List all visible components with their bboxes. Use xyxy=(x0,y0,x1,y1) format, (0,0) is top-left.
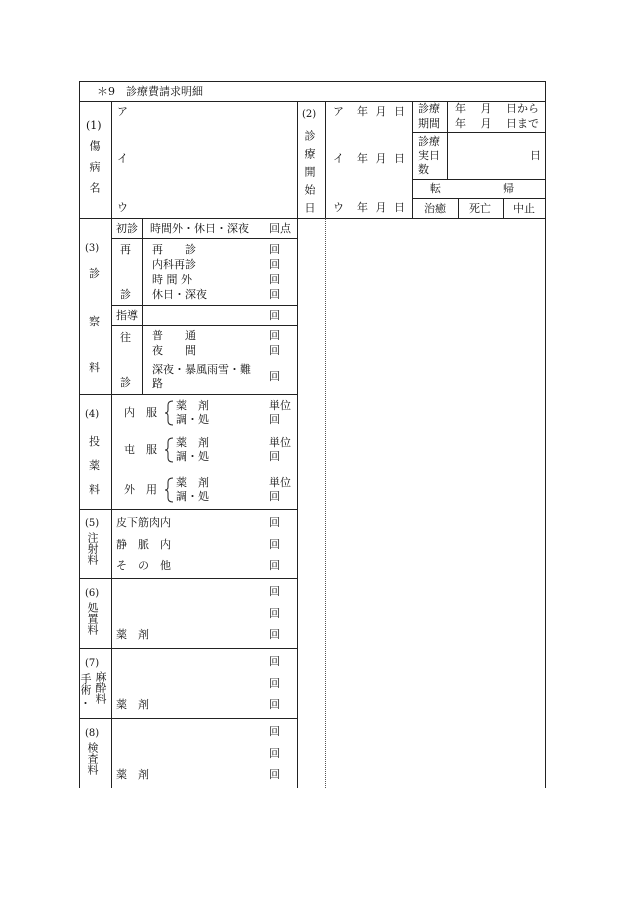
sec2-right-divider xyxy=(412,101,413,218)
saishin-item-1-unit: 回 xyxy=(269,243,280,256)
right-dotted-divider xyxy=(325,218,326,788)
gaiyou-prep-unit: 回 xyxy=(269,490,280,503)
sec7-unit-2: 回 xyxy=(269,677,280,690)
oushin-top-char: 往 xyxy=(120,331,131,344)
outcome-title-bottom-line xyxy=(412,198,545,199)
sec5-item-1-unit: 回 xyxy=(269,516,280,529)
sec6-number: (6) xyxy=(85,588,100,599)
outcome-option-stop: 中止 xyxy=(513,202,535,215)
sec5-item-3-unit: 回 xyxy=(269,559,280,572)
shoshin-text: 時間外・休日・深夜 xyxy=(150,222,249,235)
period-from: 年 月 日から xyxy=(455,102,539,115)
tonpuku-prep: 調・処 xyxy=(176,450,209,463)
sec1-number: (1) xyxy=(86,119,102,132)
sec7-number: (7) xyxy=(85,658,100,669)
saishin-item-3: 時 間 外 xyxy=(152,273,192,286)
sec7-label-b: 麻酔料 xyxy=(94,671,107,704)
saishin-item-4-unit: 回 xyxy=(269,288,280,301)
sec1-item-a: ア xyxy=(117,105,128,118)
naifuku-prep: 調・処 xyxy=(176,413,209,426)
naifuku-drug: 薬 剤 xyxy=(176,399,209,412)
sec4-label-char-2: 薬 xyxy=(89,459,100,472)
sec8-unit-1: 回 xyxy=(269,725,280,738)
sec7-drug: 薬 剤 xyxy=(116,698,149,711)
saishin-item-3-unit: 回 xyxy=(269,273,280,286)
shido-unit: 回 xyxy=(269,309,280,322)
sec4-bottom-line xyxy=(79,509,297,510)
sec2-row-a-date: 年 月 日 xyxy=(357,105,405,118)
sec3-label-char-3: 料 xyxy=(89,361,100,374)
gaiyou-brace-icon xyxy=(164,477,174,503)
saishin-item-4: 休日・深夜 xyxy=(152,288,207,301)
sec6-unit-1: 回 xyxy=(269,585,280,598)
sec6-label: 処置料 xyxy=(86,602,99,635)
sec1-item-u: ウ xyxy=(117,201,128,214)
oushin-item-2-unit: 回 xyxy=(269,344,280,357)
sec5-item-2-unit: 回 xyxy=(269,538,280,551)
sec3-bottom-line xyxy=(79,394,297,395)
sec2-number: (2) xyxy=(302,109,317,120)
sec8-drug: 薬 剤 xyxy=(116,768,149,781)
sec8-number: (8) xyxy=(85,728,100,739)
naifuku-prep-unit: 回 xyxy=(269,413,280,426)
sec2-row-i-mark: イ xyxy=(333,152,344,165)
sec3-label-char-1: 診 xyxy=(89,267,100,280)
outcome-title-b: 帰 xyxy=(503,182,514,195)
tonpuku-drug-unit: 単位 xyxy=(269,436,291,449)
frame-right-line xyxy=(545,81,546,788)
sec2-row-u-date: 年 月 日 xyxy=(357,201,405,214)
tonpuku-name: 屯 服 xyxy=(124,443,157,456)
tonpuku-prep-unit: 回 xyxy=(269,450,280,463)
sec1-right-divider xyxy=(297,101,298,218)
saishin-top-char: 再 xyxy=(120,243,131,256)
sec3-label-char-2: 察 xyxy=(89,315,100,328)
gaiyou-drug-unit: 単位 xyxy=(269,476,291,489)
oushin-item-1: 普 通 xyxy=(152,329,196,342)
naifuku-name: 内 服 xyxy=(124,406,157,419)
sec5-number: (5) xyxy=(85,518,100,529)
oushin-bottom-char: 診 xyxy=(120,376,131,389)
sec8-unit-2: 回 xyxy=(269,747,280,760)
saishin-item-2: 内科再診 xyxy=(152,258,196,271)
gaiyou-drug: 薬 剤 xyxy=(176,476,209,489)
actual-label-3: 数 xyxy=(418,163,429,176)
lower-label-divider xyxy=(111,218,112,788)
sec7-label-a: 手術 xyxy=(79,673,92,695)
sec6-bottom-line xyxy=(79,648,297,649)
actual-unit: 日 xyxy=(530,149,541,162)
sec4-label-char-3: 料 xyxy=(89,483,100,496)
period-label-divider xyxy=(447,101,448,179)
period-label-2: 期間 xyxy=(418,117,440,130)
sec5-label: 注射料 xyxy=(86,532,99,565)
period-label-1: 診療 xyxy=(418,102,440,115)
actual-bottom-line xyxy=(412,179,545,180)
sec2-row-a-mark: ア xyxy=(333,105,344,118)
sec4-label-char-1: 投 xyxy=(89,435,100,448)
period-bottom-line xyxy=(412,132,545,133)
sec1-left-divider xyxy=(111,101,112,218)
sec1-label: 傷病名 xyxy=(88,140,101,203)
sec4-number: (4) xyxy=(85,409,100,420)
sec7-unit-1: 回 xyxy=(269,655,280,668)
oushin-item-2: 夜 間 xyxy=(152,344,196,357)
outcome-option-death: 死亡 xyxy=(469,202,491,215)
sec3-saishin-bottom xyxy=(111,305,297,306)
period-to: 年 月 日まで xyxy=(455,117,539,130)
oushin-special-line1: 深夜・暴風雨雪・難 xyxy=(152,363,251,376)
sec3-number: (3) xyxy=(85,243,100,254)
sec7-bottom-line xyxy=(79,718,297,719)
saishin-item-2-unit: 回 xyxy=(269,258,280,271)
actual-label-2: 実日 xyxy=(418,149,440,162)
frame-top-line xyxy=(79,81,545,82)
sec7-unit-3: 回 xyxy=(269,698,280,711)
page-title: ＊9 診療費請求明細 xyxy=(97,85,203,98)
shoshin-label: 初診 xyxy=(116,222,138,235)
sec2-row-u-mark: ウ xyxy=(333,201,344,214)
outcome-title-a: 転 xyxy=(430,182,441,195)
shoshin-unit: 回点 xyxy=(269,222,291,235)
saishin-bottom-char: 診 xyxy=(120,288,131,301)
outcome-option-cure: 治癒 xyxy=(424,202,446,215)
saishin-item-1: 再 診 xyxy=(152,243,196,256)
sec2-label: 診療開始日 xyxy=(303,130,316,220)
tonpuku-brace-icon xyxy=(164,437,174,463)
lower-left-right-border xyxy=(297,218,298,788)
sec2-row-i-date: 年 月 日 xyxy=(357,152,405,165)
oushin-special-line2: 路 xyxy=(152,377,163,390)
sec2-left-divider xyxy=(325,101,326,218)
sec1-item-i: イ xyxy=(117,152,128,165)
sec5-item-3: そ の 他 xyxy=(116,559,171,572)
oushin-item-1-unit: 回 xyxy=(269,329,280,342)
outcome-divider-1 xyxy=(458,198,459,218)
oushin-special-unit: 回 xyxy=(269,370,280,383)
naifuku-drug-unit: 単位 xyxy=(269,399,291,412)
sec6-unit-3: 回 xyxy=(269,628,280,641)
sec3-shido-bottom xyxy=(111,325,297,326)
sec6-drug: 薬 剤 xyxy=(116,628,149,641)
sec8-unit-3: 回 xyxy=(269,768,280,781)
sec5-item-2: 静 脈 内 xyxy=(116,538,171,551)
sec7-label-dot: ・ xyxy=(80,697,91,710)
sec8-label: 検査料 xyxy=(86,742,99,775)
sec6-unit-2: 回 xyxy=(269,607,280,620)
shido-label: 指導 xyxy=(116,309,138,322)
sec5-bottom-line xyxy=(79,578,297,579)
actual-label-1: 診療 xyxy=(418,135,440,148)
outcome-divider-2 xyxy=(503,198,504,218)
sec3-sublabel-divider xyxy=(142,218,143,394)
gaiyou-name: 外 用 xyxy=(124,483,157,496)
sec5-item-1: 皮下筋肉内 xyxy=(116,516,171,529)
tonpuku-drug: 薬 剤 xyxy=(176,436,209,449)
naifuku-brace-icon xyxy=(164,400,174,426)
sec3-shoshin-bottom xyxy=(111,238,297,239)
gaiyou-prep: 調・処 xyxy=(176,490,209,503)
